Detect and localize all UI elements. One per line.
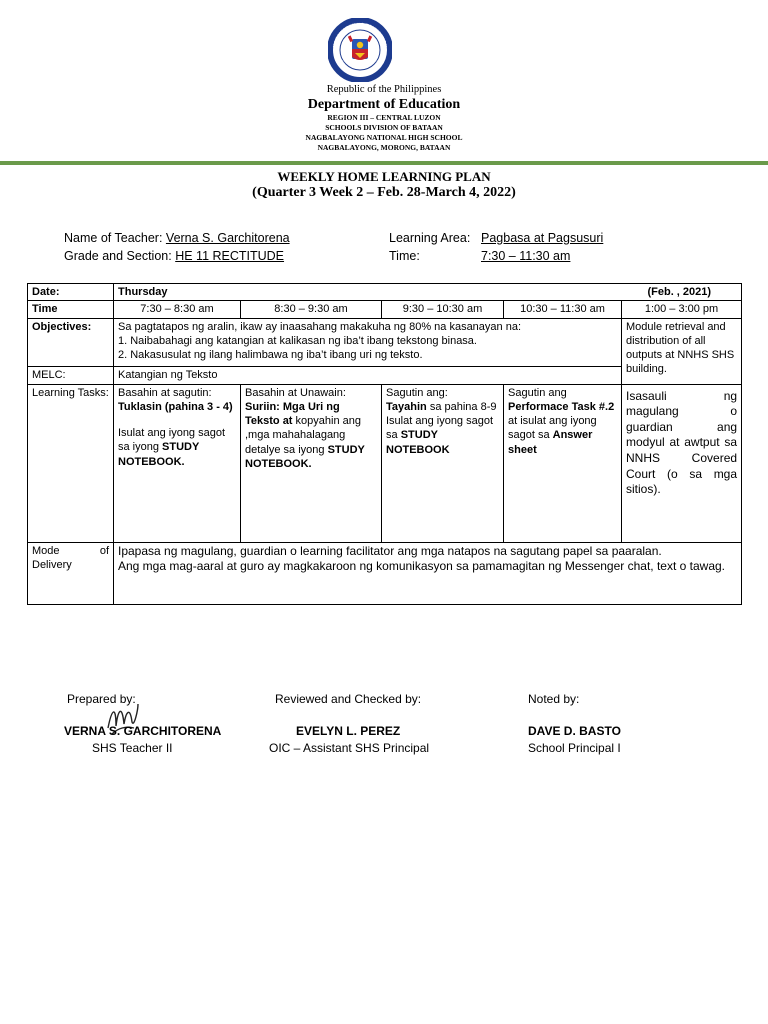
grade-value: HE 11 RECTITUDE	[175, 249, 285, 263]
task-cell-1	[114, 384, 241, 542]
tasks-row	[28, 384, 742, 542]
plan-title: WEEKLY HOME LEARNING PLAN	[277, 169, 491, 184]
date-label: Date:	[28, 284, 114, 301]
time-row-label: Time	[28, 301, 114, 318]
date-day: Thursday	[118, 286, 168, 298]
objectives-cell	[114, 318, 622, 366]
grade-field	[64, 249, 308, 263]
task2-instruction: Basahin at Unawain:	[245, 386, 346, 399]
time-label: Time:	[389, 249, 420, 263]
address-line: NAGBALAYONG, MORONG, BATAAN	[317, 143, 451, 152]
objectives-intro: Sa pagtatapos ng aralin, ikaw ay inaasahang makakuha ng 80% na kasanayan na:	[118, 320, 522, 333]
country-line: Republic of the Philippines	[326, 84, 442, 95]
teacher-label: Name of Teacher:	[64, 231, 163, 245]
time-slot-5: 1:00 – 3:00 pm	[622, 301, 742, 318]
date-value: (Feb. , 2021)	[647, 286, 712, 298]
tasks-label: Learning Tasks:	[28, 384, 114, 542]
learning-plan-table	[27, 283, 742, 605]
prepared-title: SHS Teacher II	[92, 741, 173, 755]
task4-instruction: Sagutin ang	[508, 386, 567, 399]
objectives-row	[28, 318, 742, 366]
prepared-label: Prepared by:	[67, 692, 136, 706]
svg-text:KAGAWARAN NG EDUKASYON: KAGAWARAN NG EDUKASYON	[332, 21, 388, 48]
melc-label: MELC:	[28, 366, 114, 384]
reviewed-name: EVELYN L. PEREZ	[296, 724, 401, 738]
task3-note	[386, 414, 499, 457]
task3-notebook: STUDY NOTEBOOK	[386, 429, 450, 456]
task3-title-line	[386, 400, 499, 414]
division-line: SCHOOLS DIVISION OF BATAAN	[325, 123, 443, 132]
school-line: NAGBALAYONG NATIONAL HIGH SCHOOL	[305, 133, 463, 142]
task3-note-text: Isulat ang iyong sagot sa	[386, 415, 494, 442]
time-slot-3: 9:30 – 10:30 am	[382, 301, 504, 318]
mode-line-2: Ang mga mag-aaral at guro ay magkakaroon ng komunikasyon sa pamamagitan ng Messenger chat, text o tawag.	[118, 559, 726, 574]
plan-subtitle: (Quarter 3 Week 2 – Feb. 28-March 4, 2022)	[252, 185, 516, 200]
task4-note-text: at isulat ang iyong sagot sa	[508, 415, 597, 442]
task2-body	[245, 400, 377, 471]
objectives-label: Objectives:	[28, 318, 114, 366]
time-row	[28, 301, 742, 318]
noted-title: School Principal I	[528, 741, 621, 755]
task-cell-4	[504, 384, 622, 542]
prepared-name: VERNA S. GARCHITORENA	[64, 724, 222, 738]
deped-seal-logo	[328, 18, 392, 82]
task3-title: Tayahin	[386, 400, 427, 413]
task1-note	[118, 426, 236, 469]
task1-instruction: Basahin at sagutin:	[118, 386, 212, 399]
date-cell	[114, 284, 742, 301]
time-slot-1: 7:30 – 8:30 am	[114, 301, 241, 318]
task4-answer-sheet: Answer sheet	[508, 429, 593, 456]
area-value: Pagbasa at Pagsusuri	[481, 231, 604, 245]
task4-title: Performace Task #.2	[508, 400, 615, 413]
mode-cell	[114, 542, 742, 604]
task1-title: Tuklasin (pahina 3 - 4)	[118, 400, 233, 413]
objective-2: 2. Nakasusulat ng ilang halimbawa ng iba’t ibang uri ng teksto.	[118, 349, 423, 362]
teacher-value: Verna S. Garchitorena	[165, 231, 290, 245]
task1-note-text: Isulat ang iyong sagot sa iyong	[118, 427, 226, 454]
afternoon-note: Module retrieval and distribution of all outputs at NNHS SHS building.	[622, 318, 742, 384]
melc-value: Katangian ng Teksto	[114, 366, 622, 384]
delivery-row	[28, 542, 742, 604]
reviewed-title: OIC – Assistant SHS Principal	[269, 741, 430, 755]
reviewed-label: Reviewed and Checked by:	[275, 692, 422, 706]
teacher-field	[64, 231, 290, 245]
task-cell-5: Isasauli ng magulang o guardian ang modyul at awtput sa NNHS Covered Court (o sa mga sitios).	[622, 384, 742, 542]
header-divider	[0, 161, 768, 165]
task3-pages: sa pahina 8-9	[426, 400, 497, 413]
task-cell-3	[382, 384, 504, 542]
area-label: Learning Area:	[389, 231, 471, 245]
date-row	[28, 284, 742, 301]
svg-text:REPUBLIKA NG PILIPINAS: REPUBLIKA NG PILIPINAS	[339, 59, 381, 76]
time-slot-4: 10:30 – 11:30 am	[504, 301, 622, 318]
mode-label: Mode of Delivery	[28, 542, 114, 604]
noted-label: Noted by:	[528, 692, 580, 706]
region-line: REGION III – CENTRAL LUZON	[327, 113, 441, 122]
department-name: Department of Education	[307, 97, 461, 112]
time-value: 7:30 – 11:30 am	[481, 249, 571, 263]
task2-notebook: STUDY NOTEBOOK.	[245, 443, 365, 471]
task2-title: Suriin: Mga Uri ng Teksto at	[245, 400, 340, 428]
grade-label: Grade and Section:	[64, 249, 172, 263]
task2-note-text: kopyahin ang ,mga mahahalagang detalye sa iyong	[245, 415, 361, 456]
task3-instruction: Sagutin ang:	[386, 386, 448, 399]
mode-line-1: Ipapasa ng magulang, guardian o learning facilitator ang mga natapos na sagutang papel sa paaralan.	[118, 543, 662, 558]
time-slot-2: 8:30 – 9:30 am	[241, 301, 382, 318]
noted-name: DAVE D. BASTO	[528, 724, 621, 738]
task-cell-2	[241, 384, 382, 542]
task1-notebook: STUDY NOTEBOOK.	[118, 441, 200, 468]
objective-1: 1. Naibabahagi ang katangian at kalikasan ng iba’t ibang tekstong binasa.	[118, 334, 477, 347]
